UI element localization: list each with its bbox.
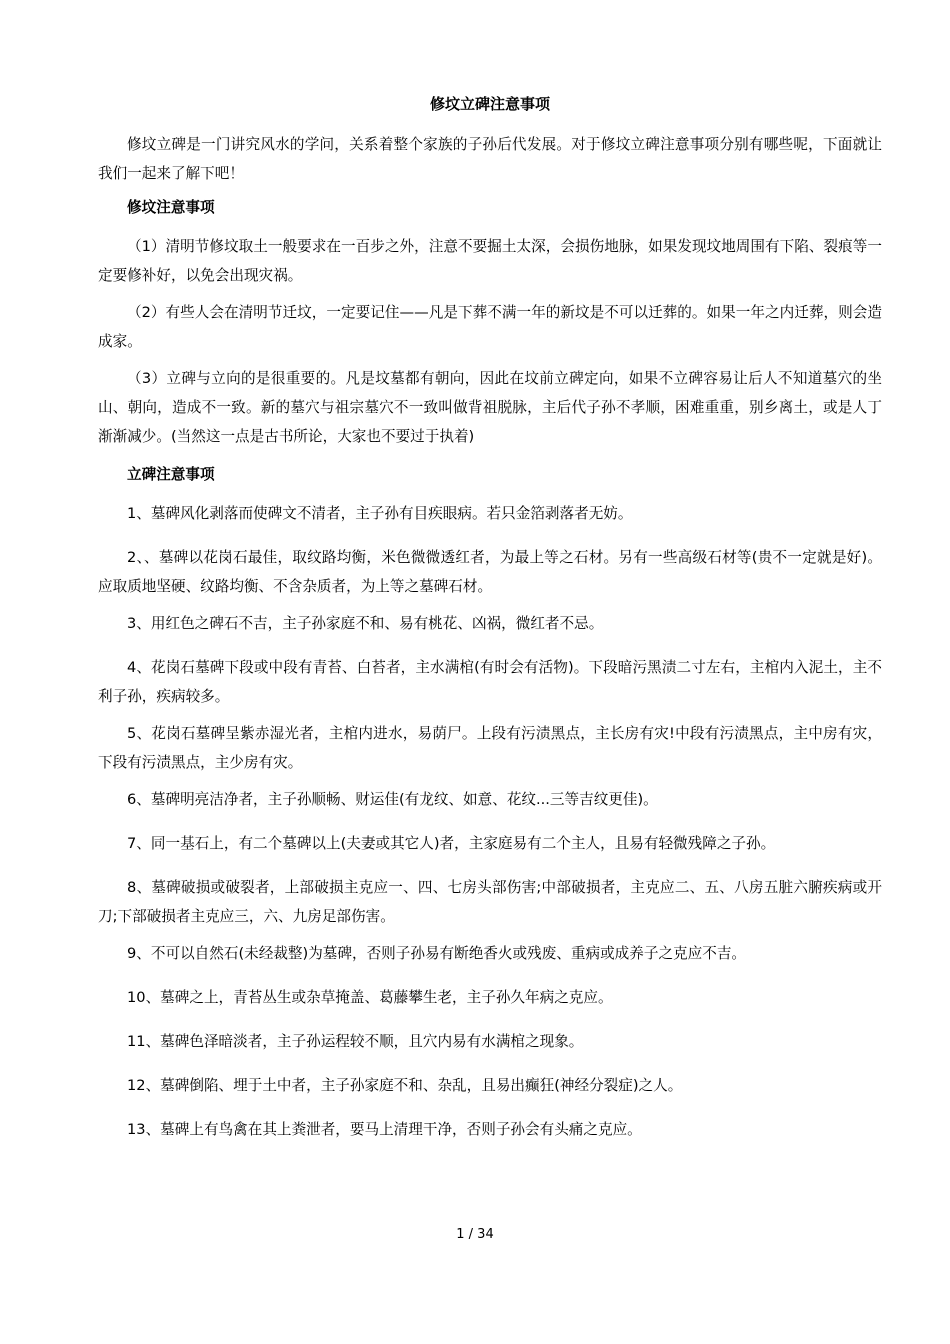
document-title: 修坟立碑注意事项: [429, 95, 550, 113]
tombstone-item-1: 1、墓碑风化剥落而使碑文不清者，主子孙有目疾眼病。若只金箔剥落者无妨。: [127, 505, 633, 522]
tombstone-item-13: 13、墓碑上有鸟禽在其上粪泄者，要马上清理干净，否则子孙会有头痛之克应。: [127, 1121, 642, 1138]
document-body: [98, 92, 882, 1144]
page-number: 1 / 34: [456, 1227, 494, 1242]
section-heading-tombstone: 立碑注意事项: [127, 466, 215, 483]
tombstone-item-11: 11、墓碑色泽暗淡者，主子孙运程较不顺，且穴内易有水满棺之现象。: [127, 1033, 584, 1050]
section-heading-tomb-repair: 修坟注意事项: [127, 199, 215, 216]
tombstone-item-6: 6、墓碑明亮洁净者，主子孙顺畅、财运佳(有龙纹、如意、花纹...三等吉纹更佳)。: [127, 791, 658, 808]
tombstone-item-3: 3、用红色之碑石不吉，主子孙家庭不和、易有桃花、凶祸，微红者不忌。: [127, 615, 604, 632]
tomb-repair-item-3: （3）立碑与立向的是很重要的。凡是坟墓都有朝向，因此在坟前立碑定向，如果不立碑容易让后人不知道墓穴的坐山、朝向，造成不一致。新的墓穴与祖宗墓穴不一致叫做背祖脱脉，主后代子孙不孝顺，困难重重，别乡离土，或是人丁渐渐减少。(当然这一点是古书所论，大家也不要过于执着): [98, 370, 882, 445]
tombstone-item-9: 9、不可以自然石(未经裁整)为墓碑，否则子孙易有断绝香火或残废、重病或成养子之克应不吉。: [127, 945, 747, 962]
tomb-repair-item-1: （1）清明节修坟取土一般要求在一百步之外，注意不要掘土太深，会损伤地脉，如果发现坟地周围有下陷、裂痕等一定要修补好，以免会出现灾祸。: [98, 238, 882, 284]
tombstone-item-12: 12、墓碑倒陷、埋于土中者，主子孙家庭不和、杂乱，且易出癫狂(神经分裂症)之人。: [127, 1077, 683, 1094]
tombstone-item-5: 5、花岗石墓碑呈紫赤湿光者，主棺内进水，易荫尸。上段有污渍黑点，主长房有灾!中段有污渍黑点，主中房有灾，下段有污渍黑点，主少房有灾。: [98, 725, 882, 771]
tombstone-item-2: 2、、墓碑以花岗石最佳，取纹路均衡，米色微微透红者，为最上等之石材。另有一些高级石材等(贵不一定就是好)。应取质地坚硬、纹路均衡、不含杂质者，为上等之墓碑石材。: [98, 549, 882, 595]
tombstone-item-10: 10、墓碑之上，青苔丛生或杂草掩盖、葛藤攀生老，主子孙久年病之克应。: [127, 989, 613, 1006]
tombstone-item-4: 4、花岗石墓碑下段或中段有青苔、白苔者，主水满棺(有时会有活物)。下段暗污黑渍二寸左右，主棺内入泥土，主不利子孙，疾病较多。: [98, 659, 882, 705]
intro-paragraph: 修坟立碑是一门讲究风水的学问，关系着整个家族的子孙后代发展。对于修坟立碑注意事项分别有哪些呢，下面就让我们一起来了解下吧！: [98, 136, 882, 182]
tombstone-item-7: 7、同一基石上，有二个墓碑以上(夫妻或其它人)者，主家庭易有二个主人，且易有轻微残障之子孙。: [127, 835, 776, 852]
tomb-repair-item-2: （2）有些人会在清明节迁坟，一定要记住——凡是下葬不满一年的新坟是不可以迁葬的。如果一年之内迁葬，则会造成家。: [98, 304, 882, 350]
tombstone-item-8: 8、墓碑破损或破裂者，上部破损主克应一、四、七房头部伤害;中部破损者，主克应二、五、八房五脏六腑疾病或开刀;下部破损者主克应三，六、九房足部伤害。: [98, 879, 882, 925]
